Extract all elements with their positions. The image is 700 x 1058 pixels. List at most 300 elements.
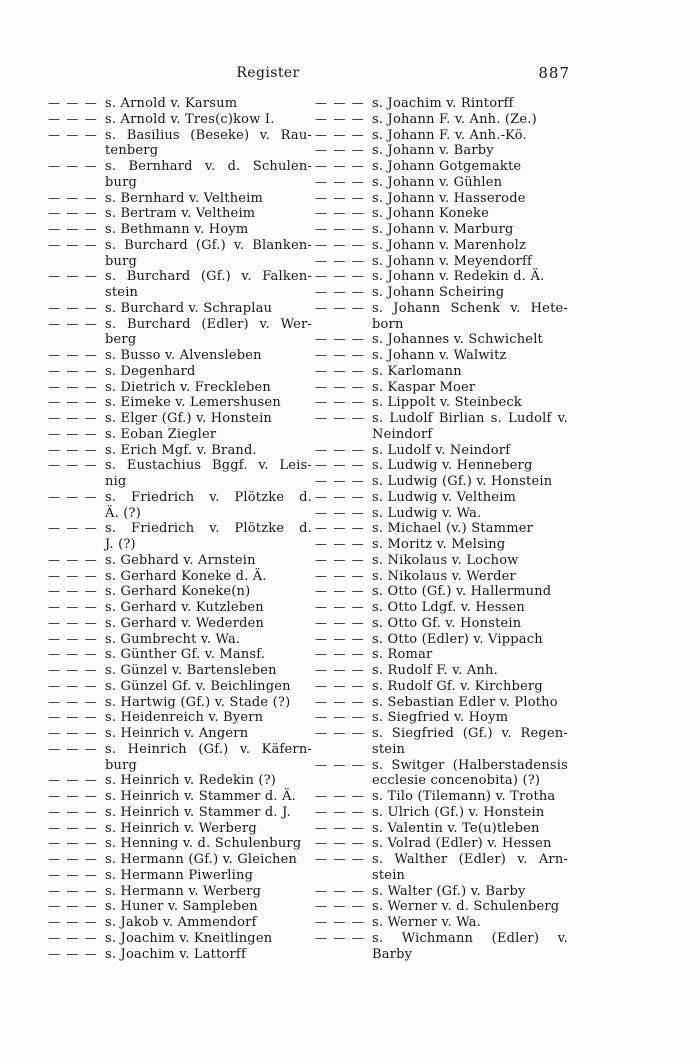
ditto-dash-mark: — bbox=[333, 348, 346, 362]
ditto-dashes bbox=[315, 884, 364, 900]
ditto-dash-mark: — bbox=[84, 584, 97, 599]
ditto-dash-mark: — bbox=[333, 300, 346, 315]
entry-text: s. Heinrich v. Werberg bbox=[105, 820, 257, 836]
entry-text: s. Siegfried (Gf.) v. Regen- bbox=[372, 726, 568, 741]
entry-text: s. Johann v. Redekin d. Ä. bbox=[372, 269, 545, 285]
ditto-dashes bbox=[315, 222, 364, 238]
ditto-dash-mark: — bbox=[315, 363, 328, 378]
ditto-dashes bbox=[315, 584, 364, 600]
ditto-dash-mark: — bbox=[66, 222, 79, 236]
register-entry bbox=[315, 789, 568, 805]
register-entry bbox=[315, 726, 568, 758]
ditto-dashes bbox=[315, 395, 364, 411]
ditto-dash-mark: — bbox=[66, 647, 79, 662]
ditto-dash-mark: — bbox=[333, 521, 346, 536]
entry-text: s. Johannes v. Schwichelt bbox=[372, 332, 543, 348]
entry-text: s. Valentin v. Te(u)tleben bbox=[372, 820, 540, 836]
ditto-dash-mark: — bbox=[351, 379, 364, 394]
ditto-dashes bbox=[315, 521, 364, 537]
entry-text: s. Johann v. Walwitz bbox=[372, 348, 507, 363]
register-entry bbox=[315, 537, 568, 553]
register-entry bbox=[315, 206, 568, 222]
register-entry bbox=[48, 159, 312, 191]
entry-text: s. Eustachius Bggf. v. Leis- bbox=[105, 458, 312, 474]
ditto-dash-mark: — bbox=[84, 96, 97, 110]
ditto-dash-mark: — bbox=[48, 694, 61, 709]
entry-text: s. Ulrich (Gf.) v. Honstein bbox=[372, 804, 545, 820]
ditto-dash-mark: — bbox=[351, 899, 364, 914]
entry-text: s. Werner v. d. Schulenberg bbox=[372, 899, 560, 915]
ditto-dash-mark: — bbox=[84, 789, 97, 803]
register-entry bbox=[48, 269, 312, 301]
entry-text: s. Joachim v. Rintorff bbox=[372, 96, 514, 111]
register-entry bbox=[315, 238, 568, 254]
entry-text: s. Rudolf Gf. v. Kirchberg bbox=[372, 678, 543, 694]
ditto-dash-mark: — bbox=[351, 631, 364, 646]
ditto-dash-mark: — bbox=[48, 300, 61, 315]
ditto-dash-mark: — bbox=[333, 285, 346, 299]
ditto-dash-mark: — bbox=[333, 930, 346, 945]
register-entry bbox=[48, 521, 312, 553]
register-entry bbox=[315, 222, 568, 238]
entry-text-continuation: stein bbox=[105, 285, 139, 300]
entry-text-continuation: Ä. (?) bbox=[105, 505, 141, 521]
ditto-dash-mark: — bbox=[84, 395, 97, 410]
ditto-dashes bbox=[315, 380, 364, 396]
entry-text: s. Nikolaus v. Werder bbox=[372, 568, 516, 584]
ditto-dash-mark: — bbox=[351, 615, 364, 630]
ditto-dash-mark: — bbox=[351, 348, 364, 362]
register-entry bbox=[48, 852, 312, 868]
ditto-dash-mark: — bbox=[66, 804, 79, 819]
register-entry bbox=[315, 143, 568, 159]
ditto-dash-mark: — bbox=[315, 789, 328, 803]
ditto-dash-mark: — bbox=[315, 678, 328, 693]
ditto-dash-mark: — bbox=[48, 395, 61, 410]
entry-text: s. Volrad (Edler) v. Hessen bbox=[372, 836, 552, 852]
ditto-dash-mark: — bbox=[351, 285, 364, 299]
ditto-dash-mark: — bbox=[351, 237, 364, 252]
ditto-dashes bbox=[315, 710, 364, 726]
entry-text: s. Johann v. Meyendorff bbox=[372, 253, 533, 269]
entry-text: s. Switger (Halberstadensis bbox=[372, 757, 568, 773]
register-entry bbox=[315, 884, 568, 900]
ditto-dash-mark: — bbox=[48, 411, 61, 425]
ditto-dash-mark: — bbox=[351, 915, 364, 929]
register-entry bbox=[315, 96, 568, 112]
ditto-dash-mark: — bbox=[315, 505, 328, 520]
ditto-dash-mark: — bbox=[84, 946, 97, 961]
ditto-dashes bbox=[315, 537, 364, 553]
ditto-dash-mark: — bbox=[351, 852, 364, 866]
ditto-dash-mark: — bbox=[351, 521, 364, 536]
ditto-dash-mark: — bbox=[315, 458, 328, 473]
register-entry bbox=[315, 159, 568, 175]
ditto-dashes bbox=[48, 317, 97, 333]
ditto-dash-mark: — bbox=[315, 600, 328, 614]
ditto-dash-mark: — bbox=[351, 694, 364, 709]
entry-text-continuation: burg bbox=[105, 174, 138, 190]
ditto-dashes bbox=[48, 915, 97, 931]
ditto-dash-mark: — bbox=[315, 647, 328, 662]
ditto-dash-mark: — bbox=[84, 206, 97, 221]
register-entry bbox=[48, 931, 312, 947]
ditto-dash-mark: — bbox=[351, 96, 364, 110]
register-entry bbox=[48, 380, 312, 396]
ditto-dash-mark: — bbox=[351, 600, 364, 614]
register-entry bbox=[48, 947, 312, 963]
register-entry bbox=[315, 112, 568, 128]
ditto-dash-mark: — bbox=[48, 600, 61, 614]
ditto-dashes bbox=[48, 821, 97, 837]
entry-text: s. Johann F. v. Anh.-Kö. bbox=[372, 127, 527, 143]
register-entry bbox=[315, 521, 568, 537]
entry-text: s. Gerhard Koneke d. Ä. bbox=[105, 568, 267, 584]
register-entry bbox=[315, 632, 568, 648]
ditto-dash-mark: — bbox=[84, 883, 97, 898]
entry-text: s. Gebhard v. Arnstein bbox=[105, 552, 256, 568]
entry-text: s. Heinrich v. Angern bbox=[105, 726, 249, 741]
ditto-dash-mark: — bbox=[333, 222, 346, 236]
ditto-dashes bbox=[315, 443, 364, 459]
entry-text: s. Heinrich v. Redekin (?) bbox=[105, 773, 277, 789]
entry-text: s. Michael (v.) Stammer bbox=[372, 521, 534, 537]
register-entry bbox=[48, 96, 312, 112]
entry-text-continuation: nig bbox=[105, 474, 127, 489]
register-entry bbox=[315, 506, 568, 522]
register-entry bbox=[48, 663, 312, 679]
ditto-dashes bbox=[315, 175, 364, 191]
ditto-dash-mark: — bbox=[333, 458, 346, 473]
ditto-dash-mark: — bbox=[315, 222, 328, 236]
ditto-dashes bbox=[48, 710, 97, 726]
ditto-dash-mark: — bbox=[333, 899, 346, 914]
entry-text: s. Johann Scheiring bbox=[372, 285, 505, 300]
register-entry bbox=[48, 238, 312, 270]
ditto-dash-mark: — bbox=[84, 726, 97, 740]
ditto-dashes bbox=[315, 805, 364, 821]
ditto-dash-mark: — bbox=[315, 883, 328, 898]
ditto-dash-mark: — bbox=[351, 269, 364, 284]
register-entry bbox=[315, 128, 568, 144]
ditto-dash-mark: — bbox=[66, 600, 79, 614]
ditto-dashes bbox=[48, 301, 97, 317]
entry-text: s. Johann Koneke bbox=[372, 206, 490, 222]
ditto-dashes bbox=[315, 600, 364, 616]
ditto-dash-mark: — bbox=[351, 789, 364, 803]
ditto-dash-mark: — bbox=[351, 332, 364, 347]
entry-text: s. Werner v. Wa. bbox=[372, 915, 481, 930]
ditto-dashes bbox=[48, 884, 97, 900]
register-entry bbox=[48, 458, 312, 490]
entry-text: s. Moritz v. Melsing bbox=[372, 537, 506, 552]
ditto-dash-mark: — bbox=[84, 647, 97, 662]
entry-text: s. Erich Mgf. v. Brand. bbox=[105, 442, 257, 458]
register-entry bbox=[48, 411, 312, 427]
entry-text: s. Johann v. Barby bbox=[372, 143, 494, 159]
ditto-dash-mark: — bbox=[351, 836, 364, 851]
ditto-dashes bbox=[48, 931, 97, 947]
entry-text: s. Bertram v. Veltheim bbox=[105, 206, 256, 222]
ditto-dash-mark: — bbox=[351, 300, 364, 315]
entry-text: s. Ludolf v. Neindorf bbox=[372, 442, 511, 458]
ditto-dash-mark: — bbox=[48, 678, 61, 693]
entry-text-continuation: burg bbox=[105, 253, 138, 269]
ditto-dash-mark: — bbox=[333, 647, 346, 662]
register-entry bbox=[48, 679, 312, 695]
register-entry bbox=[48, 616, 312, 632]
ditto-dashes bbox=[315, 474, 364, 490]
entry-text: s. Johann F. v. Anh. (Ze.) bbox=[372, 111, 537, 127]
entry-text: s. Tilo (Tilemann) v. Trotha bbox=[372, 789, 556, 804]
ditto-dashes bbox=[48, 663, 97, 679]
ditto-dash-mark: — bbox=[333, 568, 346, 583]
register-entry bbox=[48, 899, 312, 915]
ditto-dash-mark: — bbox=[315, 253, 328, 268]
ditto-dash-mark: — bbox=[66, 159, 79, 173]
entry-text-continuation: ecclesie concenobita) (?) bbox=[372, 773, 541, 789]
ditto-dashes bbox=[48, 695, 97, 711]
ditto-dash-mark: — bbox=[48, 820, 61, 835]
ditto-dash-mark: — bbox=[333, 663, 346, 677]
entry-text: s. Johann v. Marburg bbox=[372, 222, 514, 237]
ditto-dashes bbox=[315, 159, 364, 175]
entry-text-continuation: berg bbox=[105, 332, 137, 348]
ditto-dash-mark: — bbox=[333, 442, 346, 457]
ditto-dash-mark: — bbox=[84, 568, 97, 583]
register-entry bbox=[315, 443, 568, 459]
entry-text: s. Basilius (Beseke) v. Rau- bbox=[105, 127, 312, 143]
ditto-dash-mark: — bbox=[333, 694, 346, 709]
ditto-dash-mark: — bbox=[66, 883, 79, 898]
ditto-dash-mark: — bbox=[315, 96, 328, 110]
ditto-dashes bbox=[48, 238, 97, 254]
ditto-dash-mark: — bbox=[333, 852, 346, 866]
ditto-dash-mark: — bbox=[84, 663, 97, 677]
ditto-dash-mark: — bbox=[66, 773, 79, 788]
ditto-dashes bbox=[315, 931, 364, 947]
ditto-dash-mark: — bbox=[66, 631, 79, 646]
ditto-dash-mark: — bbox=[66, 316, 79, 331]
ditto-dash-mark: — bbox=[48, 442, 61, 457]
running-title: Register bbox=[236, 65, 300, 81]
ditto-dash-mark: — bbox=[351, 883, 364, 898]
ditto-dash-mark: — bbox=[48, 883, 61, 898]
register-entry bbox=[48, 569, 312, 585]
entry-text: s. Friedrich v. Plötzke d. bbox=[105, 521, 312, 537]
entry-text: s. Heinrich v. Stammer d. Ä. bbox=[105, 789, 297, 804]
entry-text: s. Kaspar Moer bbox=[372, 379, 476, 395]
ditto-dashes bbox=[48, 852, 97, 868]
entry-text: s. Günzel v. Bartensleben bbox=[105, 663, 277, 678]
ditto-dashes bbox=[48, 411, 97, 427]
entry-text-continuation: stein bbox=[372, 741, 406, 757]
ditto-dash-mark: — bbox=[48, 647, 61, 662]
register-entry bbox=[315, 458, 568, 474]
ditto-dashes bbox=[315, 348, 364, 364]
entry-text-continuation: stein bbox=[372, 867, 406, 883]
ditto-dash-mark: — bbox=[333, 363, 346, 378]
ditto-dashes bbox=[48, 836, 97, 852]
ditto-dashes bbox=[315, 632, 364, 648]
register-entry bbox=[48, 742, 312, 774]
ditto-dash-mark: — bbox=[351, 568, 364, 583]
ditto-dash-mark: — bbox=[84, 915, 97, 929]
ditto-dash-mark: — bbox=[84, 111, 97, 126]
ditto-dashes bbox=[315, 679, 364, 695]
ditto-dash-mark: — bbox=[333, 584, 346, 599]
entry-text: s. Heinrich v. Stammer d. J. bbox=[105, 804, 291, 820]
register-entry bbox=[48, 632, 312, 648]
ditto-dash-mark: — bbox=[315, 615, 328, 630]
entry-text: s. Burchard v. Schraplau bbox=[105, 300, 273, 316]
ditto-dash-mark: — bbox=[315, 348, 328, 362]
ditto-dashes bbox=[48, 584, 97, 600]
ditto-dash-mark: — bbox=[351, 678, 364, 693]
ditto-dash-mark: — bbox=[333, 710, 346, 725]
ditto-dash-mark: — bbox=[351, 159, 364, 173]
ditto-dash-mark: — bbox=[66, 489, 79, 504]
entry-text: s. Joachim v. Kneitlingen bbox=[105, 930, 273, 946]
entry-text: s. Friedrich v. Plötzke d. bbox=[105, 489, 312, 505]
ditto-dash-mark: — bbox=[66, 96, 79, 110]
ditto-dash-mark: — bbox=[315, 915, 328, 929]
register-entry bbox=[315, 931, 568, 963]
register-entry bbox=[315, 191, 568, 207]
ditto-dash-mark: — bbox=[315, 411, 328, 425]
ditto-dash-mark: — bbox=[333, 631, 346, 646]
ditto-dash-mark: — bbox=[84, 521, 97, 536]
ditto-dash-mark: — bbox=[66, 584, 79, 599]
register-entry bbox=[315, 663, 568, 679]
entry-text: s. Burchard (Gf.) v. Falken- bbox=[105, 269, 312, 285]
register-entry bbox=[48, 584, 312, 600]
ditto-dash-mark: — bbox=[84, 269, 97, 284]
entry-text: s. Dietrich v. Freckleben bbox=[105, 379, 271, 395]
ditto-dashes bbox=[48, 773, 97, 789]
ditto-dash-mark: — bbox=[48, 206, 61, 221]
ditto-dashes bbox=[315, 206, 364, 222]
entry-text: s. Gerhard v. Wederden bbox=[105, 615, 265, 631]
ditto-dash-mark: — bbox=[48, 915, 61, 929]
ditto-dash-mark: — bbox=[48, 222, 61, 236]
ditto-dash-mark: — bbox=[48, 127, 61, 142]
ditto-dash-mark: — bbox=[66, 379, 79, 394]
register-entry bbox=[48, 553, 312, 569]
ditto-dash-mark: — bbox=[48, 773, 61, 788]
ditto-dash-mark: — bbox=[333, 96, 346, 110]
ditto-dash-mark: — bbox=[333, 600, 346, 614]
ditto-dash-mark: — bbox=[351, 489, 364, 504]
register-entry bbox=[48, 490, 312, 522]
ditto-dash-mark: — bbox=[351, 190, 364, 205]
ditto-dash-mark: — bbox=[66, 710, 79, 725]
ditto-dashes bbox=[315, 569, 364, 585]
ditto-dashes bbox=[48, 380, 97, 396]
register-entry bbox=[48, 317, 312, 349]
ditto-dash-mark: — bbox=[315, 852, 328, 866]
ditto-dash-mark: — bbox=[333, 111, 346, 126]
ditto-dash-mark: — bbox=[333, 505, 346, 520]
ditto-dash-mark: — bbox=[351, 363, 364, 378]
ditto-dash-mark: — bbox=[48, 426, 61, 441]
ditto-dash-mark: — bbox=[315, 568, 328, 583]
ditto-dash-mark: — bbox=[333, 411, 346, 425]
ditto-dash-mark: — bbox=[66, 663, 79, 677]
register-entry bbox=[315, 490, 568, 506]
ditto-dash-mark: — bbox=[66, 363, 79, 378]
register-entry bbox=[315, 584, 568, 600]
entry-text: s. Hermann Piwerling bbox=[105, 867, 254, 883]
ditto-dash-mark: — bbox=[84, 159, 97, 173]
entry-text: s. Eoban Ziegler bbox=[105, 426, 217, 442]
ditto-dash-mark: — bbox=[66, 836, 79, 851]
ditto-dashes bbox=[48, 742, 97, 758]
entry-text: s. Hartwig (Gf.) v. Stade (?) bbox=[105, 694, 291, 710]
ditto-dashes bbox=[48, 947, 97, 963]
register-entry bbox=[48, 868, 312, 884]
ditto-dash-mark: — bbox=[351, 253, 364, 268]
ditto-dashes bbox=[315, 301, 364, 317]
ditto-dash-mark: — bbox=[66, 426, 79, 441]
ditto-dash-mark: — bbox=[333, 395, 346, 410]
ditto-dash-mark: — bbox=[66, 395, 79, 410]
ditto-dash-mark: — bbox=[66, 127, 79, 142]
ditto-dash-mark: — bbox=[333, 190, 346, 205]
ditto-dash-mark: — bbox=[333, 379, 346, 394]
ditto-dash-mark: — bbox=[351, 395, 364, 410]
register-entry bbox=[315, 805, 568, 821]
ditto-dashes bbox=[315, 647, 364, 663]
register-entry bbox=[315, 569, 568, 585]
ditto-dashes bbox=[315, 490, 364, 506]
entry-text: s. Bethmann v. Hoym bbox=[105, 222, 249, 237]
register-entry bbox=[48, 348, 312, 364]
ditto-dash-mark: — bbox=[66, 521, 79, 536]
ditto-dash-mark: — bbox=[84, 710, 97, 725]
ditto-dashes bbox=[315, 553, 364, 569]
entry-text: s. Gerhard Koneke(n) bbox=[105, 584, 251, 600]
ditto-dash-mark: — bbox=[48, 237, 61, 252]
entry-text: s. Lippolt v. Steinbeck bbox=[372, 395, 522, 411]
ditto-dash-mark: — bbox=[315, 159, 328, 173]
ditto-dash-mark: — bbox=[351, 474, 364, 488]
ditto-dash-mark: — bbox=[315, 804, 328, 819]
ditto-dash-mark: — bbox=[66, 899, 79, 914]
ditto-dash-mark: — bbox=[315, 521, 328, 536]
ditto-dash-mark: — bbox=[333, 726, 346, 740]
entry-text-continuation: tenberg bbox=[105, 143, 159, 159]
ditto-dash-mark: — bbox=[84, 631, 97, 646]
ditto-dash-mark: — bbox=[48, 96, 61, 110]
entry-text: s. Bernhard v. d. Schulen- bbox=[105, 159, 312, 174]
ditto-dash-mark: — bbox=[66, 552, 79, 567]
ditto-dash-mark: — bbox=[66, 726, 79, 740]
ditto-dash-mark: — bbox=[333, 552, 346, 567]
register-entry bbox=[315, 710, 568, 726]
ditto-dash-mark: — bbox=[84, 426, 97, 441]
register-entry bbox=[315, 915, 568, 931]
ditto-dash-mark: — bbox=[351, 710, 364, 725]
ditto-dash-mark: — bbox=[66, 694, 79, 709]
register-entry bbox=[48, 836, 312, 852]
register-entry bbox=[48, 789, 312, 805]
ditto-dash-mark: — bbox=[66, 411, 79, 425]
ditto-dash-mark: — bbox=[351, 726, 364, 740]
ditto-dashes bbox=[48, 395, 97, 411]
ditto-dashes bbox=[315, 332, 364, 348]
ditto-dashes bbox=[48, 427, 97, 443]
